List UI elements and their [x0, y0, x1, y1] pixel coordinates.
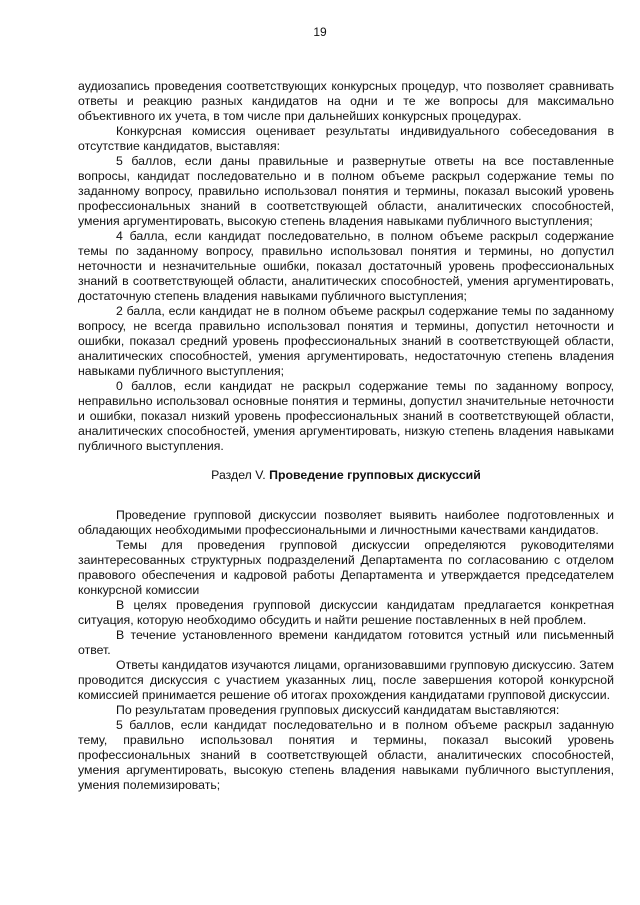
section-heading-title: Проведение групповых дискуссий [269, 468, 481, 482]
page-number: 19 [313, 25, 327, 39]
paragraph: По результатам проведения групповых дискуссий кандидатам выставляются: [116, 703, 560, 717]
paragraph: Ответы кандидатов изучаются лицами, организовавшими групповую дискуссию. Затем проводится дискуссия с участием указанных лиц, после завершения которой конкурсной комиссией принимается решение об итогах прохождения кандидатами групповой дискуссии. [78, 658, 615, 702]
section-heading [78, 468, 614, 483]
paragraph: аудиозапись проведения соответствующих конкурсных процедур, что позволяет сравнивать ответы и реакцию разных кандидатов на одни и те же вопросы для максимально объективного их учета, в том числе при дальнейших конкурсных процедурах. [78, 79, 614, 123]
section-gap [78, 497, 614, 508]
paragraph: 2 балла, если кандидат не в полном объеме раскрыл содержание темы по заданному вопросу, не всегда правильно использовал понятия и термины, допустил неточности и ошибки, показал средний уровень профессиональных знаний в соответствующей области, аналитических способностей, умения аргументировать, недостаточную степень владения навыками публичного выступления; [78, 304, 614, 378]
section-heading-prefix: Раздел V. [211, 468, 270, 482]
paragraph: 0 баллов, если кандидат не раскрыл содержание темы по заданному вопросу, неправильно использовал основные понятия и термины, допустил значительные неточности и ошибки, показал низкий уровень профессиональных знаний в соответствующей области, аналитических способностей, умения аргументировать, низкую степень владения навыками публичного выступления. [78, 379, 614, 453]
paragraph: 4 балла, если кандидат последовательно, в полном объеме раскрыл содержание темы по заданному вопросу, правильно использовал понятия и термины, но допустил неточности и незначительные ошибки, показал достаточный уровень профессиональных знаний в соответствующей области, аналитических способностей, умения аргументировать, достаточную степень владения навыками публичного выступления; [78, 229, 614, 303]
paragraphs-before [78, 79, 614, 454]
paragraph: В течение установленного времени кандидатом готовится устный или письменный ответ. [78, 628, 614, 657]
paragraph: 5 баллов, если кандидат последовательно и в полном объеме раскрыл заданную тему, правильно использовал понятия и термины, показал высокий уровень профессиональных знаний в соответствующей области, аналитических способностей, умения аргументировать, высокую степень владения навыками публичного выступления, умения полемизировать; [78, 718, 614, 792]
paragraph: В целях проведения групповой дискуссии кандидатам предлагается конкретная ситуация, которую необходимо обсудить и найти решение поставленных в ней проблем. [78, 598, 614, 627]
paragraph: Проведение групповой дискуссии позволяет выявить наиболее подготовленных и обладающих необходимыми профессиональными и личностными качествами кандидатов. [78, 508, 614, 537]
paragraph: Конкурсная комиссия оценивает результаты индивидуального собеседования в отсутствие кандидатов, выставляя: [78, 124, 614, 153]
paragraph: Темы для проведения групповой дискуссии определяются руководителями заинтересованных структурных подразделений Департамента по согласованию с отделом правового обеспечения и кадровой работы Департамента и утверждается председателем конкурсной комиссии [78, 538, 614, 597]
document-body [78, 79, 614, 793]
paragraph: 5 баллов, если даны правильные и развернутые ответы на все поставленные вопросы, кандидат последовательно и в полном объеме раскрыл содержание темы по заданному вопросу, правильно использовал понятия и термины, показал высокий уровень профессиональных знаний в соответствующей области, аналитических способностей, умения аргументировать, высокую степень владения навыками публичного выступления; [78, 154, 614, 228]
paragraphs-after [78, 508, 614, 793]
